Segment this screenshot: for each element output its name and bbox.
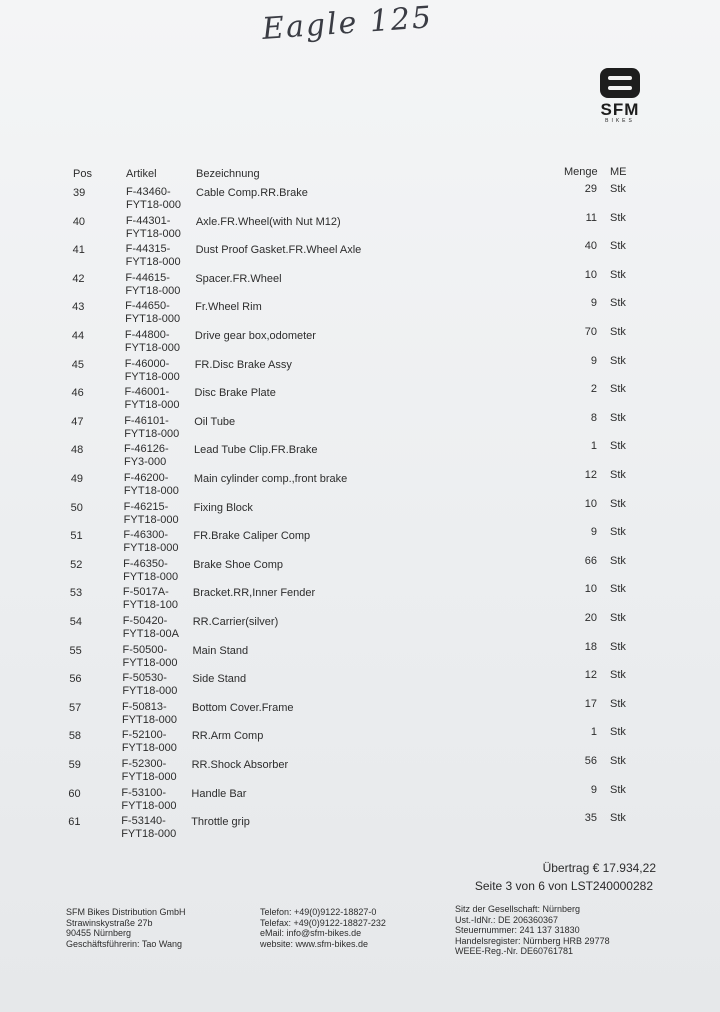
row-artikel xyxy=(124,415,179,441)
row-bezeichnung: Bottom Cover.Frame xyxy=(192,701,294,714)
artikel-line-2: FYT18-000 xyxy=(121,771,177,783)
row-artikel xyxy=(123,615,179,641)
table-row xyxy=(0,726,720,755)
row-pos: 45 xyxy=(71,358,84,371)
artikel-line-2: FYT18-000 xyxy=(121,828,177,841)
artikel-line-2: FYT18-00A xyxy=(122,628,179,640)
row-bezeichnung: Axle.FR.Wheel(with Nut M12) xyxy=(195,215,341,228)
row-menge: 35 xyxy=(584,812,597,825)
table-row xyxy=(0,412,720,441)
table-row xyxy=(0,326,720,355)
row-artikel xyxy=(123,558,178,584)
row-menge: 66 xyxy=(584,554,597,567)
row-artikel xyxy=(126,243,181,269)
artikel-line-1: F-53140- xyxy=(121,815,166,828)
artikel-line-1: F-52100- xyxy=(121,729,167,742)
artikel-line-2: FYT18-000 xyxy=(121,742,177,755)
artikel-line-1: F-52300- xyxy=(121,758,167,770)
row-me: Stk xyxy=(610,783,626,796)
table-row xyxy=(0,240,720,269)
logo-subtext: BIKES xyxy=(605,118,635,124)
artikel-line-1: F-50813- xyxy=(122,700,167,713)
header-menge: Menge xyxy=(564,166,598,178)
artikel-line-2: FYT18-000 xyxy=(124,399,180,412)
row-me: Stk xyxy=(610,268,626,281)
artikel-line-1: F-46300- xyxy=(123,529,169,542)
row-menge: 10 xyxy=(584,583,597,596)
table-row xyxy=(0,469,720,498)
artikel-line-2: FYT18-000 xyxy=(126,199,182,211)
row-artikel xyxy=(122,758,177,784)
row-me: Stk xyxy=(610,211,626,224)
row-bezeichnung: Side Stand xyxy=(192,673,247,686)
row-bezeichnung: Brake Shoe Comp xyxy=(193,558,283,571)
row-bezeichnung: Oil Tube xyxy=(194,415,236,428)
artikel-line-1: F-46200- xyxy=(123,472,169,484)
row-artikel xyxy=(125,272,180,298)
artikel-line-1: F-43460- xyxy=(126,186,171,198)
row-artikel xyxy=(122,672,177,698)
artikel-line-2: FYT18-000 xyxy=(125,227,181,240)
artikel-line-1: F-44315- xyxy=(125,243,171,256)
row-bezeichnung: FR.Disc Brake Assy xyxy=(194,358,292,371)
header-me: ME xyxy=(610,166,627,178)
row-menge: 1 xyxy=(590,440,597,453)
carryover-total: Übertrag € 17.934,22 xyxy=(542,861,656,875)
row-me: Stk xyxy=(610,183,626,195)
row-menge: 56 xyxy=(584,755,597,767)
row-me: Stk xyxy=(610,497,626,510)
row-me: Stk xyxy=(610,383,626,396)
artikel-line-1: F-50530- xyxy=(122,672,167,685)
footer-company xyxy=(66,907,186,949)
footer-line: Sitz der Gesellschaft: Nürnberg xyxy=(455,904,581,914)
row-menge: 10 xyxy=(584,268,597,281)
artikel-line-1: F-46215- xyxy=(123,500,169,513)
row-artikel xyxy=(123,529,178,555)
row-pos: 61 xyxy=(68,816,81,829)
row-menge: 70 xyxy=(584,326,597,338)
footer-line: Steuernummer: 241 137 31830 xyxy=(455,925,580,935)
row-pos: 53 xyxy=(69,587,83,600)
row-bezeichnung: Fixing Block xyxy=(193,501,253,514)
artikel-line-1: F-44301- xyxy=(125,214,171,227)
artikel-line-2: FYT18-000 xyxy=(121,799,177,812)
row-pos: 50 xyxy=(70,501,83,514)
footer-line: SFM Bikes Distribution GmbH xyxy=(66,907,186,917)
artikel-line-2: FYT18-000 xyxy=(124,427,180,440)
row-bezeichnung: FR.Brake Caliper Comp xyxy=(193,530,311,543)
row-menge: 12 xyxy=(584,669,597,682)
table-row xyxy=(0,784,720,813)
table-row xyxy=(0,669,720,698)
row-bezeichnung: Lead Tube Clip.FR.Brake xyxy=(194,444,318,457)
row-bezeichnung: Bracket.RR,Inner Fender xyxy=(192,587,316,600)
table-row xyxy=(0,440,720,469)
table-row xyxy=(0,583,720,612)
row-artikel xyxy=(124,443,169,469)
table-row xyxy=(0,812,720,841)
row-artikel xyxy=(121,787,176,813)
row-artikel xyxy=(124,472,179,498)
artikel-line-1: F-53100- xyxy=(121,786,167,799)
artikel-line-1: F-50420- xyxy=(122,615,168,627)
row-me: Stk xyxy=(610,726,626,739)
row-pos: 43 xyxy=(72,301,85,314)
row-me: Stk xyxy=(610,755,626,767)
row-pos: 42 xyxy=(72,272,85,285)
row-artikel xyxy=(125,329,180,355)
row-artikel xyxy=(123,644,178,670)
artikel-line-1: F-44615- xyxy=(125,271,170,284)
row-me: Stk xyxy=(610,640,626,653)
row-bezeichnung: RR.Shock Absorber xyxy=(191,759,289,771)
row-artikel xyxy=(124,501,179,527)
row-me: Stk xyxy=(610,583,626,596)
row-me: Stk xyxy=(610,297,626,310)
page-info: Seite 3 von 6 von LST240000282 xyxy=(474,879,653,893)
row-me: Stk xyxy=(610,354,626,367)
footer-contact xyxy=(260,907,386,949)
artikel-line-1: F-44650- xyxy=(125,300,170,313)
footer-line: 90455 Nürnberg xyxy=(66,928,132,938)
footer-line: Telefon: +49(0)9122-18827-0 xyxy=(260,907,377,917)
footer-line: Geschäftsführerin: Tao Wang xyxy=(66,938,183,949)
row-menge: 20 xyxy=(584,612,597,624)
artikel-line-1: F-46101- xyxy=(124,414,169,427)
row-artikel xyxy=(125,358,180,384)
row-pos: 46 xyxy=(71,387,84,400)
row-bezeichnung: Disc Brake Plate xyxy=(194,387,276,400)
artikel-line-1: F-46000- xyxy=(124,357,170,370)
artikel-line-2: FYT18-100 xyxy=(122,599,178,612)
row-menge: 9 xyxy=(590,783,597,796)
row-pos: 49 xyxy=(70,473,84,485)
row-menge: 11 xyxy=(585,211,597,224)
row-me: Stk xyxy=(610,669,626,682)
artikel-line-2: FYT18-000 xyxy=(124,370,180,383)
artikel-line-2: FYT18-000 xyxy=(123,485,179,497)
artikel-line-1: F-46001- xyxy=(124,386,170,399)
footer-line: WEEE-Reg.-Nr. DE60761781 xyxy=(455,946,574,956)
table-row xyxy=(0,498,720,527)
header-bezeichnung: Bezeichnung xyxy=(196,168,260,180)
row-pos: 41 xyxy=(72,244,85,257)
row-me: Stk xyxy=(610,697,626,710)
artikel-line-1: F-46350- xyxy=(123,557,168,570)
row-pos: 40 xyxy=(72,215,86,228)
row-menge: 18 xyxy=(584,640,597,653)
row-pos: 39 xyxy=(73,187,86,199)
row-pos: 56 xyxy=(69,673,82,686)
row-artikel xyxy=(126,215,181,241)
table-row xyxy=(0,755,720,784)
footer-line: Telefax: +49(0)9122-18827-232 xyxy=(260,917,386,928)
row-artikel xyxy=(126,186,181,212)
table-row xyxy=(0,641,720,670)
footer-line: eMail: info@sfm-bikes.de xyxy=(260,928,362,938)
row-menge: 1 xyxy=(590,726,597,739)
handwritten-note: Eagle 125 xyxy=(260,0,435,47)
table-row xyxy=(0,269,720,298)
row-bezeichnung: Main cylinder comp.,front brake xyxy=(193,473,348,485)
artikel-line-2: FY3-000 xyxy=(124,456,167,469)
footer-line: website: www.sfm-bikes.de xyxy=(260,938,369,949)
row-menge: 8 xyxy=(590,411,597,424)
row-bezeichnung: Dust Proof Gasket.FR.Wheel Axle xyxy=(195,244,362,257)
row-pos: 54 xyxy=(69,616,82,628)
table-row xyxy=(0,698,720,727)
company-logo xyxy=(592,68,648,130)
table-row xyxy=(0,526,720,555)
header-artikel: Artikel xyxy=(126,168,157,180)
table-row xyxy=(0,183,720,212)
table-row xyxy=(0,612,720,641)
row-me: Stk xyxy=(610,240,626,253)
row-pos: 48 xyxy=(71,444,84,457)
row-pos: 60 xyxy=(68,787,81,800)
row-pos: 59 xyxy=(68,759,81,771)
artikel-line-1: F-46126- xyxy=(124,443,169,456)
row-menge: 9 xyxy=(590,354,597,367)
row-bezeichnung: RR.Carrier(silver) xyxy=(192,616,279,628)
row-pos: 51 xyxy=(70,530,83,543)
artikel-line-1: F-44800- xyxy=(124,329,170,341)
row-bezeichnung: Cable Comp.RR.Brake xyxy=(196,187,308,199)
row-me: Stk xyxy=(610,326,626,338)
row-bezeichnung: Spacer.FR.Wheel xyxy=(195,272,282,285)
row-me: Stk xyxy=(610,526,626,539)
footer-line: Ust.-IdNr.: DE 206360367 xyxy=(455,914,559,925)
artikel-line-2: FYT18-000 xyxy=(122,656,178,669)
table-row xyxy=(0,297,720,326)
table-row xyxy=(0,212,720,241)
row-pos: 58 xyxy=(68,730,82,743)
row-bezeichnung: Drive gear box,odometer xyxy=(194,330,316,342)
row-pos: 57 xyxy=(69,701,82,714)
table-row xyxy=(0,383,720,412)
artikel-line-2: FYT18-000 xyxy=(122,685,178,698)
row-artikel xyxy=(125,300,180,326)
row-pos: 44 xyxy=(71,330,85,342)
row-me: Stk xyxy=(610,469,626,481)
artikel-line-2: FYT18-000 xyxy=(123,542,179,555)
artikel-line-2: FYT18-000 xyxy=(122,713,178,726)
row-me: Stk xyxy=(610,554,626,567)
row-bezeichnung: Throttle grip xyxy=(191,816,250,829)
row-me: Stk xyxy=(610,440,626,453)
row-menge: 12 xyxy=(584,469,597,481)
row-artikel xyxy=(125,386,180,412)
logo-text: SFM xyxy=(600,100,640,119)
row-bezeichnung: Handle Bar xyxy=(191,787,247,800)
row-bezeichnung: RR.Arm Comp xyxy=(191,730,264,743)
row-bezeichnung: Fr.Wheel Rim xyxy=(195,301,262,314)
footer-line: Strawinskystraße 27b xyxy=(66,917,153,928)
artikel-line-1: F-50500- xyxy=(122,643,168,656)
artikel-line-2: FYT18-000 xyxy=(125,313,181,326)
row-pos: 55 xyxy=(69,644,82,657)
footer-legal xyxy=(455,904,610,957)
row-menge: 2 xyxy=(590,383,597,396)
row-menge: 9 xyxy=(590,526,597,539)
row-artikel xyxy=(122,701,177,727)
artikel-line-2: FYT18-000 xyxy=(124,342,180,354)
row-me: Stk xyxy=(610,812,626,825)
row-pos: 52 xyxy=(70,558,83,571)
artikel-line-2: FYT18-000 xyxy=(123,513,179,526)
logo-icon xyxy=(600,68,640,98)
row-menge: 10 xyxy=(584,497,597,510)
row-menge: 17 xyxy=(584,697,597,710)
artikel-line-2: FYT18-000 xyxy=(123,570,179,583)
row-menge: 9 xyxy=(590,297,597,310)
row-me: Stk xyxy=(610,411,626,424)
table-row xyxy=(0,355,720,384)
table-row xyxy=(0,555,720,584)
row-artikel xyxy=(121,815,176,841)
artikel-line-1: F-5017A- xyxy=(122,586,169,599)
row-bezeichnung: Main Stand xyxy=(192,644,249,657)
row-me: Stk xyxy=(610,612,626,624)
row-artikel xyxy=(122,729,177,755)
footer-line: Handelsregister: Nürnberg HRB 29778 xyxy=(455,935,610,946)
row-menge: 40 xyxy=(584,240,597,253)
artikel-line-2: FYT18-000 xyxy=(125,284,181,297)
row-pos: 47 xyxy=(71,415,84,428)
artikel-line-2: FYT18-000 xyxy=(125,256,181,269)
row-artikel xyxy=(123,586,178,612)
header-pos: Pos xyxy=(73,168,92,180)
row-menge: 29 xyxy=(584,183,597,195)
